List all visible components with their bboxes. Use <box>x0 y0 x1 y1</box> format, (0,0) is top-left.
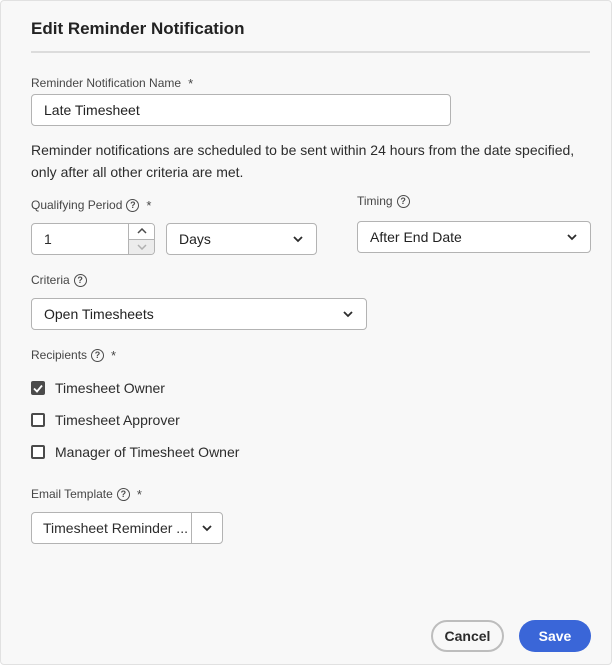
email-template-dropdown-button[interactable] <box>191 513 222 543</box>
name-label: Reminder Notification Name <box>31 76 182 90</box>
help-icon[interactable]: ? <box>91 349 104 362</box>
name-input-value: Late Timesheet <box>44 102 140 118</box>
recipient-label: Timesheet Approver <box>55 412 180 428</box>
checkbox-unchecked[interactable] <box>31 445 45 459</box>
timing-value: After End Date <box>370 229 462 245</box>
qualifying-period-stepper[interactable] <box>31 223 155 255</box>
chevron-down-icon <box>566 231 578 243</box>
qualifying-period-label: Qualifying Period <box>31 198 123 212</box>
title-divider <box>31 51 590 53</box>
recipient-manager-of-owner[interactable] <box>31 443 239 461</box>
checkmark-icon <box>33 384 43 393</box>
qualifying-period-label-row <box>31 197 151 213</box>
qualifying-period-input[interactable]: 1 <box>44 231 52 247</box>
increment-button[interactable] <box>129 224 154 240</box>
decrement-button[interactable] <box>129 240 154 255</box>
recipient-timesheet-owner[interactable] <box>31 379 165 397</box>
timing-label: Timing <box>357 194 393 208</box>
email-template-value[interactable]: Timesheet Reminder ... <box>43 520 188 536</box>
name-input[interactable] <box>31 94 451 126</box>
name-label-row <box>31 75 193 91</box>
recipients-label-row <box>31 347 116 363</box>
recipient-timesheet-approver[interactable] <box>31 411 180 429</box>
checkbox-checked[interactable] <box>31 381 45 395</box>
save-button[interactable]: Save <box>519 620 591 652</box>
chevron-down-icon <box>137 244 147 250</box>
email-template-label-row <box>31 486 142 502</box>
period-unit-picker[interactable] <box>166 223 317 255</box>
help-icon[interactable]: ? <box>397 195 410 208</box>
required-mark: * <box>188 75 194 91</box>
chevron-up-icon <box>137 228 147 234</box>
help-icon[interactable]: ? <box>117 488 130 501</box>
recipients-label: Recipients <box>31 348 88 362</box>
help-icon[interactable]: ? <box>126 199 139 212</box>
criteria-picker[interactable] <box>31 298 367 330</box>
stepper-buttons <box>128 224 154 254</box>
recipient-label: Manager of Timesheet Owner <box>55 444 240 460</box>
dialog-title: Edit Reminder Notification <box>31 19 245 38</box>
schedule-info-text: Reminder notifications are scheduled to be sent within 24 hours from the date specified, only after all other criteria are met. <box>31 142 575 180</box>
period-unit-value: Days <box>179 231 211 247</box>
email-template-label: Email Template <box>31 487 113 501</box>
required-mark: * <box>146 197 152 213</box>
checkbox-unchecked[interactable] <box>31 413 45 427</box>
help-icon[interactable]: ? <box>74 274 87 287</box>
criteria-label-row <box>31 272 87 288</box>
chevron-down-icon <box>201 522 213 534</box>
required-mark: * <box>136 486 142 502</box>
cancel-button[interactable]: Cancel <box>431 620 504 652</box>
recipient-label: Timesheet Owner <box>55 380 165 396</box>
chevron-down-icon <box>292 233 304 245</box>
criteria-label: Criteria <box>31 273 70 287</box>
criteria-value: Open Timesheets <box>44 306 154 322</box>
timing-picker[interactable] <box>357 221 591 253</box>
email-template-combobox[interactable] <box>31 512 223 544</box>
required-mark: * <box>111 347 117 363</box>
timing-label-row <box>357 193 410 209</box>
chevron-down-icon <box>342 308 354 320</box>
